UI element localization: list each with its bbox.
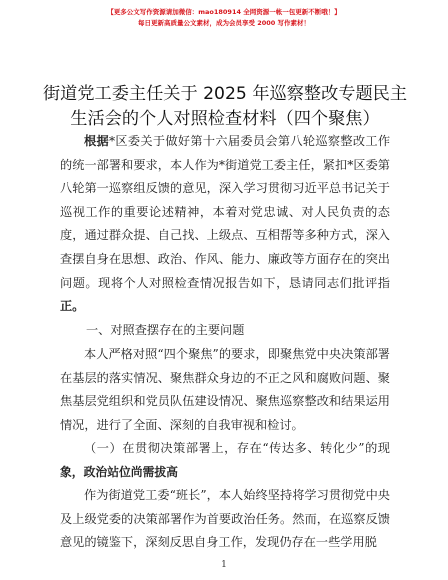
banner-line-2: 每日更新高质量公文素材，成为会员享受 2000 写作素材！ (137, 19, 311, 27)
paragraph-intro-body: *区委关于做好第十六届委员会第八轮巡察整改工作的统一部署和要求，本人作为*街道党工委主任，紧扣*区委第八轮第一巡察组反馈的意见，深入学习贯彻习近平总书记关于巡视工作的重要论述精神，本着对党忠诚、对人民负责的态度，通过群众提、自己找、上级点、互相帮等多种方式，深入查摆自身在思想、政治、作风、能力、廉政等方面存在的突出问题。现将个人对照检查情况报告如下，恳请同志们批评指 (60, 134, 391, 290)
header-banner (0, 7, 448, 28)
paragraph-intro (60, 130, 390, 319)
page-number: 1 (221, 560, 227, 570)
paragraph-four-focus: 本人严格对照“四个聚焦”的要求，即聚焦党中央决策部署在基层的落实情况、聚焦群众身边的不正之风和腐败问题、聚焦基层党组织和党员队伍建设情况、聚焦巡察整改和结果运用情况，进行了全面、深刻的自我审视和检讨。 (60, 347, 390, 432)
paragraph-leader-reflection: 作为街道党工委“班长”，本人始终坚持将学习贯彻党中央及上级党委的决策部署作为首要政治任务。然而，在巡察反馈意见的镜鉴下，深刻反思自身工作，发现仍存在一些学用脱 (60, 488, 390, 550)
subsection-heading-1-normal: （一）在贯彻决策部署上，存在“传达多、转化少”的现 (84, 441, 390, 455)
section-heading-1: 一、对照查摆存在的主要问题 (86, 323, 245, 337)
paragraph-intro-lead: 根据 (84, 134, 109, 148)
paragraph-intro-tail: 正。 (60, 299, 85, 314)
document-title: 街道党工委主任关于 2025 年巡察整改专题民主生活会的个人对照检查材料（四个聚焦） (42, 84, 408, 129)
subsection-heading-1 (60, 437, 390, 484)
banner-line-1: 【更多公文写作资源请加微信：mao180914 全网资源一帐一包更新不断哦！】 (107, 8, 341, 16)
subsection-heading-1-bold: 象，政治站位尚需拔高 (60, 464, 178, 479)
